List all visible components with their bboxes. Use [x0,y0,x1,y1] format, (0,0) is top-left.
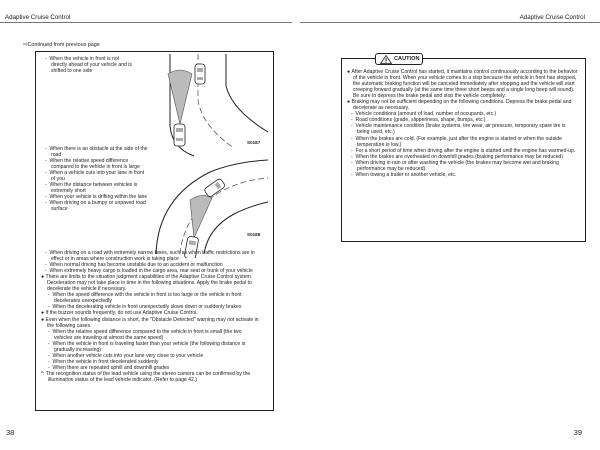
figure-id-2: S0188 [247,232,261,237]
list-item: - When extremely heavy cargo is loaded in the cargo area, rear seat or trunk of your vehicle [45,268,253,275]
list-item: - Vehicle conditions (amount of load, number of occupants, etc.) [351,111,497,118]
left-bottom-list [41,250,261,383]
list-item: - When another vehicle cuts into your lane very close to your vehicle [48,352,204,359]
bullet-item: ● If the buzzer sounds frequently, do not use Adaptive Cruise Control. [41,310,198,317]
right-header-rule [300,22,600,23]
list-item: - When there are repeated uphill and downhill grades [48,364,170,371]
list-item: - When there is an obstacle at the side of the road [45,146,148,159]
footnote: *: The recognition status of the lead vehicle using the stereo camera can be confirmed by the illumination status of the lead vehicle indicator. (Refer to page 42.) [41,370,251,383]
continued-note: ⇨Continued from previous page [23,42,100,48]
camera-beam [190,195,212,238]
bullet-item: ● There are limits to the situation judgment capabilities of the Adaptive Cruise Control system. Deceleration may not take place in time in the following situations. Apply the brake pedal to decelerate the vehicle if necessary. [41,274,253,293]
list-item: - When your vehicle is drifting within the lane [45,194,148,201]
list-item: - When the relative speed difference compared to the vehicle in front is large [45,158,140,171]
list-item: - When the vehicle in front decelerated suddenly [48,358,159,365]
list-item: - When normal driving has become unstable due to an accident or malfunction [45,262,223,269]
own-vehicle [174,124,185,146]
continued-arrow-icon: ⇨ [23,42,28,48]
list-item: - When the distance between vehicles is extremely short [45,182,138,195]
list-item: - When the speed difference with the vehicle in front is too large or the vehicle in front decelerates unexpectedly [48,292,242,305]
list-item: - When the vehicle in front is not directly ahead of your vehicle and is shifted to one side [45,56,132,75]
list-item: - Road conditions (grade, slipperiness, shape, bumps, etc.) [351,117,486,124]
figure-id-1: S0187 [247,140,261,145]
front-vehicle [195,64,205,84]
right-running-header: Adaptive Cruise Control [519,14,585,21]
bullet-item: ● Braking may not be sufficient depending on the following conditions. Depress the brake pedal and decelerate as necessary. [347,99,572,112]
list-item: - When the relative speed difference compared to the vehicle in front is small (the two vehicles are traveling at almost the same speed) [48,328,242,341]
caution-text [347,69,579,178]
list-item: - When the vehicle in front is traveling faster than your vehicle (the following distance is gradually increasing) [48,340,246,353]
list-item: - When driving on a bumpy or unpaved road surface [45,200,146,213]
list-item: - When a vehicle cuts into your lane in front of you [45,170,145,183]
list-item: - When the brakes are cold. (For example, just after the engine is started or when the outside temperature is low.) [351,135,562,148]
front-vehicle [204,178,226,198]
list-item: - Vehicle maintenance condition (brake systems, tire wear, air pressure, temporary spare tire is being used, etc.) [351,123,566,136]
list-item: - For a short period of time when driving after the engine is started until the engine has warmed-up. [351,147,576,154]
list-item: - When towing a trailer or another vehicle, etc. [351,171,457,178]
bullet-item: ● After Adaptive Cruise Control has started, it maintains control continuously according to the behavior of the vehicle in front. When your vehicle comes to a stop because the vehicle in front has stopped, the automatic braking function will be canceled immediately after stopping and the vehicle will start creeping forward gradually (at the same time three short beeps and a single long beep will sound). Be sure to depress the brake pedal and stop the vehicle completely. [347,69,578,100]
list-item: - When driving on a road with extremely narrow lanes, such as when traffic restrictions are in effect or in areas where construction work is taking place [45,250,255,263]
list-item: - When the decelerating vehicle in front unexpectedly slows down or suddenly brakes [48,304,242,311]
camera-beam [168,70,192,124]
lane-line [204,202,268,254]
right-page-number: 39 [573,428,582,437]
lane-line [226,54,268,132]
list-item: - When the brakes are overheated on downhill grades (braking performance may be reduced) [351,153,564,160]
left-header-rule [0,22,292,23]
warning-triangle-icon [380,55,392,64]
bullet-item: ● Even when the following distance is short, the "Obstacle Detected" warning may not activate in the following cases. [41,316,259,329]
left-page-number: 38 [6,428,15,437]
left-running-header: Adaptive Cruise Control [5,14,71,21]
curve-figure [150,158,272,258]
caution-label: CAUTION [375,53,423,65]
left-mid-list [41,146,148,213]
left-top-list [41,56,136,74]
list-item: - When driving in rain or after washing the vehicle (the brakes may become wet and braking performance may be reduced). [351,159,559,172]
